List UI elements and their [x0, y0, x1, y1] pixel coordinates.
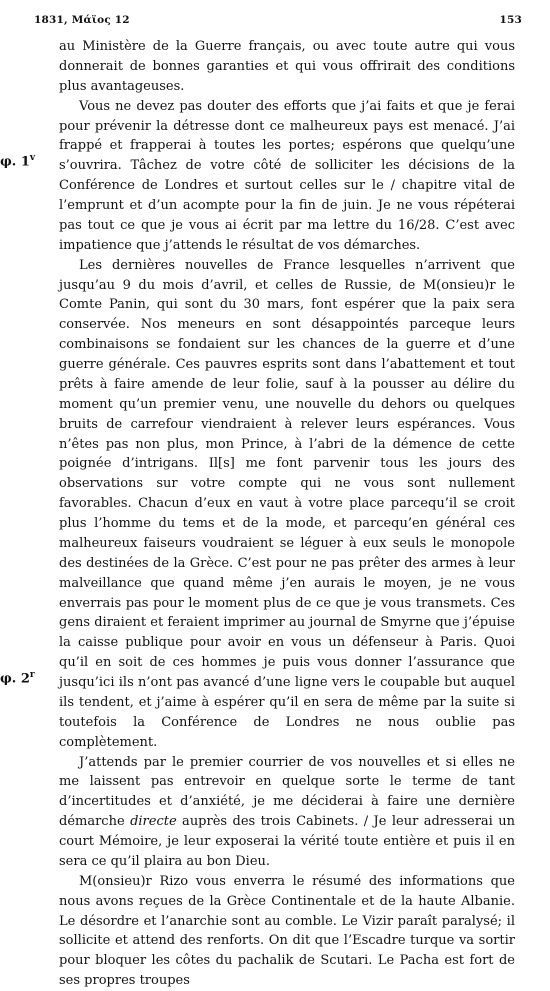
folio-marker-2r: φ. 2$^r$: [0, 670, 35, 687]
letter-body: [59, 37, 515, 991]
paragraph: Vous ne devez pas douter des efforts que j’ai faits et que je ferai pour prévenir la détresse dont ce malheureux pays est menacé. J’ai frappé et frapperai à toutes les portes; espérons que quelqu’une s’ouvrira. Tâchez de votre côté de solliciter les décisions de la Conférence de Londres et surtout celles sur le / chapitre vital de l’emprunt et d’un acompte pour la fin de juin. Je ne vous répéterai pas tout ce que je vous ai écrit par ma lettre du 16/28. C’est avec impatience que j’attends le résultat de vos démarches.: [59, 98, 515, 253]
paragraph: M(onsieu)r Rizo vous enverra le résumé des informations que nous avons reçues de la Grèce Continentale et de la haute Albanie. Le désordre et l’anarchie sont au comble. Le Vizir paraît paralysé; il sollicite et attend des renforts. On dit que l’Escadre turque va sortir pour bloquer les côtes du pachalik de Scutari. Le Pacha est fort de ses propres troupes: [59, 873, 515, 989]
running-head-date: 1831, Μάϊος 12: [34, 14, 130, 26]
running-head: [34, 14, 522, 26]
paragraph: au Ministère de la Guerre français, ou avec toute autre qui vous donnerait de bonnes garanties et qui vous offrirait des conditions plus avantageuses.: [59, 39, 515, 94]
page-number: 153: [499, 14, 522, 26]
paragraph: Les dernières nouvelles de France lesquelles n’arrivent que jusqu’au 9 du mois d’avril, et celles de Russie, de M(onsieu)r le Comte Panin, qui sont du 30 mars, font espérer que la paix sera conservée. Nos meneurs en sont désappointés parceque leurs combinaisons se fondaient sur les chances de la guerre et d’une guerre générale. Ces pauvres esprits sont dans l’abattement et tout prêts à faire amende de leur folie, sauf à la pousser au délire du moment qu’un premier venu, une nouvelle du dehors ou quelques bruits de carrefour viendraient à relever leurs espérances. Vous n’êtes pas non plus, mon Prince, à l’abri de la démence de cette poignée d’intrigans. Il[s] me font parvenir tous les jours des observations sur votre compte qui ne vous sont nullement favorables. Chacun d’eux en vaut à votre place parcequ’il se croit plus l’homme du tems et de la mode, et parcequ’en général ces malheureux faiseurs voudraient se léguer à eux seuls le monopole des destinées de la Grèce. C’est pour ne pas prêter des armes à leur malveillance que quand même j’en aurais le moyen, je ne vous enverrais pas pour le moment plus de ce que je vous transmets. Ces gens diraient et feraient imprimer au journal de Smyrne que j’épuise la caisse publique pour avoir en vous un défenseur à Paris. Quoi qu’il en soit de ces hommes je puis vous donner l’assurance que jusqu’ici ils n’ont pas avancé d’une ligne vers le coupable but auquel ils tendent, et j’aime à espérer qu’il en sera de même par la suite si toutefois la Conférence de Londres ne nous oublie pas complètement.: [59, 257, 515, 750]
folio-marker-1v: φ. 1$^v$: [0, 153, 36, 170]
emphasis: directe: [130, 814, 177, 830]
paragraph: J’attends par le premier courrier de vos nouvelles et si elles ne me laissent pas entrevoir en quelque sorte le terme de tant d’incertitudes et d’anxiété, je me déciderai à faire une dernière démarche directe auprès des trois Cabinets. / Je leur adresserai un court Mémoire, je leur exposerai la vérité toute entière et puis il en sera ce qu’il plaira au bon Dieu.: [59, 754, 515, 869]
